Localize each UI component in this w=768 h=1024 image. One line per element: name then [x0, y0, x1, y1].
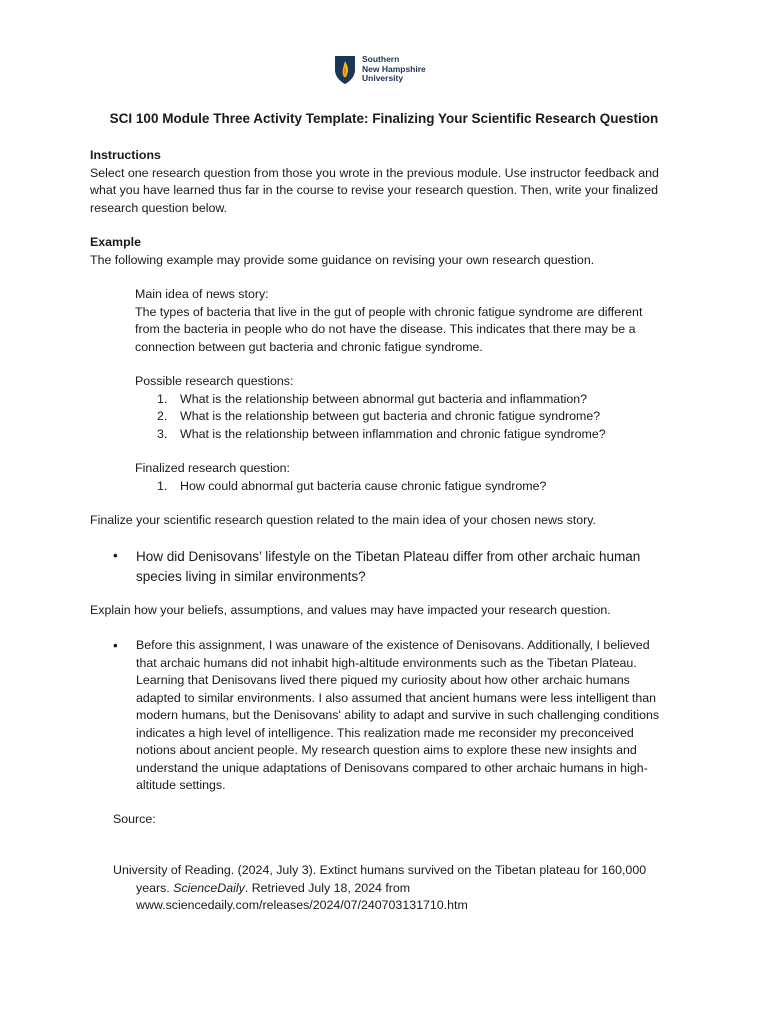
explain-answer-line: Learning that Denisovans lived there piqued my curiosity about how other archaic humans	[136, 673, 630, 687]
finalize-prompt: Finalize your scientific research question related to the main idea of your chosen news story.	[90, 513, 596, 527]
list-text: What is the relationship between inflammation and chronic fatigue syndrome?	[180, 426, 606, 441]
reference-line: University of Reading. (2024, July 3). Extinct humans survived on the Tibetan plateau for 160,000	[113, 863, 647, 877]
logo-line-1: Southern	[362, 54, 400, 64]
possible-questions-label: Possible research questions:	[135, 374, 294, 388]
logo-line-2: New Hampshire	[362, 63, 426, 74]
possible-questions-list	[135, 391, 715, 444]
finalized-question-list	[135, 478, 715, 496]
list-item	[135, 426, 715, 444]
list-item	[135, 478, 715, 496]
list-item	[135, 391, 715, 409]
main-idea-block	[135, 286, 715, 356]
explain-answer	[136, 637, 716, 795]
finalized-question-block	[135, 460, 715, 495]
explain-answer-line: that archaic humans did not inhabit high-altitude environments such as the Tibetan Plateau.	[136, 655, 637, 670]
reference-text: . Retrieved July 18, 2024 from	[244, 880, 411, 895]
explain-answer-line: indicates a high level of intelligence. This realization made me reconsider my preconceived	[136, 725, 634, 740]
list-number: 3.	[157, 426, 168, 441]
finalized-question-label: Finalized research question:	[135, 461, 290, 475]
shield-flame-icon	[334, 55, 356, 85]
example-section	[90, 234, 710, 269]
explain-prompt: Explain how your beliefs, assumptions, and values may have impacted your research question.	[90, 603, 611, 617]
list-text: What is the relationship between gut bacteria and chronic fatigue syndrome?	[180, 409, 601, 423]
list-number: 1.	[157, 391, 168, 406]
reference-entry	[113, 862, 693, 915]
bullet-icon: •	[113, 548, 118, 563]
answer-research-question	[136, 547, 716, 586]
reference-journal: ScienceDaily	[173, 880, 245, 895]
explain-answer-line: notions about ancient people. My research question aims to explore these new insights and	[136, 743, 637, 757]
answer-question-line: How did Denisovans’ lifestyle on the Tibetan Plateau differ from other archaic human	[136, 549, 641, 564]
explain-answer-line: modern humans, but the Denisovans' ability to adapt and survive in such challenging conditions	[136, 708, 660, 722]
answer-question-line: species living in similar environments?	[136, 568, 366, 584]
list-text: How could abnormal gut bacteria cause chronic fatigue syndrome?	[180, 478, 547, 493]
main-idea-line: The types of bacteria that live in the gut of people with chronic fatigue syndrome are different	[135, 304, 643, 319]
instructions-section	[90, 147, 710, 217]
list-item	[135, 408, 715, 426]
list-text: What is the relationship between abnormal gut bacteria and inflammation?	[180, 391, 588, 406]
bullet-icon: •	[113, 638, 118, 653]
list-number: 1.	[157, 478, 168, 493]
list-number: 2.	[157, 409, 168, 423]
source-label: Source:	[113, 812, 156, 826]
main-idea-line: connection between gut bacteria and chronic fatigue syndrome.	[135, 339, 483, 354]
example-intro: The following example may provide some guidance on revising your own research question.	[90, 252, 595, 267]
main-idea-line: from the bacteria in people who do not have the disease. This indicates that there may be a	[135, 322, 636, 336]
explain-answer-line: understand the unique adaptations of Denisovans compared to other archaic humans in high-	[136, 760, 648, 775]
reference-url: www.sciencedaily.com/releases/2024/07/240703131710.htm	[136, 898, 468, 912]
instructions-heading: Instructions	[90, 148, 161, 162]
example-heading: Example	[90, 235, 141, 249]
possible-questions-block	[135, 373, 715, 443]
page-title: SCI 100 Module Three Activity Template: Finalizing Your Scientific Research Question	[109, 111, 659, 126]
instructions-line: what you have learned thus far in the course to revise your research question. Then, write your finalized	[90, 183, 658, 197]
explain-answer-line: adapted to similar environments. I also assumed that ancient humans were less intelligent than	[136, 690, 657, 705]
logo-wordmark	[362, 55, 426, 84]
explain-answer-line: Before this assignment, I was unaware of the existence of Denisovans. Additionally, I believed	[136, 638, 650, 652]
explain-answer-line: altitude settings.	[136, 778, 226, 792]
main-idea-label: Main idea of news story:	[135, 287, 269, 301]
logo-line-3: University	[362, 73, 404, 83]
reference-text: years.	[136, 880, 174, 895]
instructions-line: Select one research question from those you wrote in the previous module. Use instructor feedback and	[90, 165, 659, 180]
reference-line	[113, 880, 693, 898]
instructions-line: research question below.	[90, 200, 228, 215]
university-logo	[334, 55, 426, 85]
